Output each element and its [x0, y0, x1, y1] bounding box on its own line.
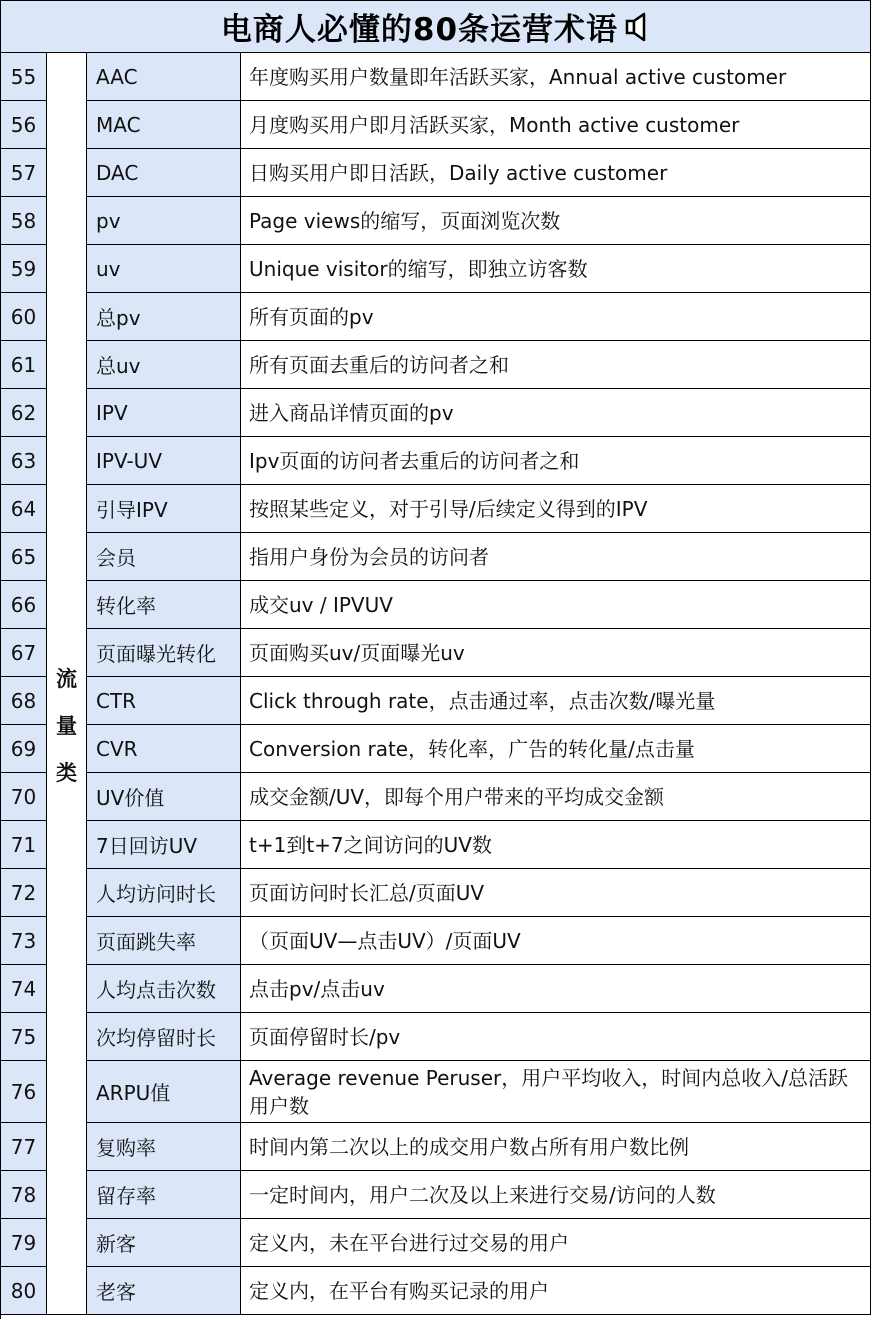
definition-cell: 定义内，未在平台进行过交易的用户 — [241, 1219, 871, 1267]
definition-cell: 所有页面去重后的访问者之和 — [241, 341, 871, 389]
row-number: 73 — [1, 917, 47, 965]
term-cell: 留存率 — [87, 1171, 241, 1219]
row-number: 69 — [1, 725, 47, 773]
definition-cell: 时间内第二次以上的成交用户数占所有用户数比例 — [241, 1123, 871, 1171]
term-cell: CVR — [87, 725, 241, 773]
row-number: 61 — [1, 341, 47, 389]
term-cell: 人均点击次数 — [87, 965, 241, 1013]
definition-cell: 所有页面的pv — [241, 293, 871, 341]
definition-cell: Conversion rate，转化率，广告的转化量/点击量 — [241, 725, 871, 773]
row-number: 56 — [1, 101, 47, 149]
row-number: 60 — [1, 293, 47, 341]
term-cell: 人均访问时长 — [87, 869, 241, 917]
term-cell: CTR — [87, 677, 241, 725]
definition-cell: 按照某些定义，对于引导/后续定义得到的IPV — [241, 485, 871, 533]
term-cell: 会员 — [87, 533, 241, 581]
term-cell: 总uv — [87, 341, 241, 389]
definition-cell: 年度购买用户数量即年活跃买家，Annual active customer — [241, 53, 871, 101]
category-label: 流量类 — [56, 667, 77, 785]
term-cell: MAC — [87, 101, 241, 149]
term-cell: IPV-UV — [87, 437, 241, 485]
row-number: 79 — [1, 1219, 47, 1267]
row-number: 74 — [1, 965, 47, 1013]
row-number: 64 — [1, 485, 47, 533]
row-number: 67 — [1, 629, 47, 677]
row-number: 72 — [1, 869, 47, 917]
row-number: 57 — [1, 149, 47, 197]
term-cell: DAC — [87, 149, 241, 197]
definition-cell: Unique visitor的缩写，即独立访客数 — [241, 245, 871, 293]
definition-cell: 页面购买uv/页面曝光uv — [241, 629, 871, 677]
definition-cell: 日购买用户即日活跃，Daily active customer — [241, 149, 871, 197]
definition-cell: 点击pv/点击uv — [241, 965, 871, 1013]
term-cell: 转化率 — [87, 581, 241, 629]
term-cell: 次均停留时长 — [87, 1013, 241, 1061]
term-cell: UV价值 — [87, 773, 241, 821]
term-cell: IPV — [87, 389, 241, 437]
row-number: 63 — [1, 437, 47, 485]
term-cell: 引导IPV — [87, 485, 241, 533]
definition-cell: Ipv页面的访问者去重后的访问者之和 — [241, 437, 871, 485]
row-number: 75 — [1, 1013, 47, 1061]
definition-cell: 指用户身份为会员的访问者 — [241, 533, 871, 581]
definition-cell: t+1到t+7之间访问的UV数 — [241, 821, 871, 869]
row-number: 77 — [1, 1123, 47, 1171]
row-number: 71 — [1, 821, 47, 869]
term-cell: AAC — [87, 53, 241, 101]
term-cell: ARPU值 — [87, 1061, 241, 1123]
row-number: 58 — [1, 197, 47, 245]
definition-cell: （页面UV—点击UV）/页面UV — [241, 917, 871, 965]
term-cell: 新客 — [87, 1219, 241, 1267]
category-cell — [47, 53, 87, 1315]
definition-cell: 成交金额/UV，即每个用户带来的平均成交金额 — [241, 773, 871, 821]
term-cell: 总pv — [87, 293, 241, 341]
row-number: 78 — [1, 1171, 47, 1219]
definition-cell: 月度购买用户即月活跃买家，Month active customer — [241, 101, 871, 149]
speaker-icon — [624, 11, 650, 43]
definition-cell: Page views的缩写，页面浏览次数 — [241, 197, 871, 245]
sheet-title — [1, 1, 871, 53]
term-cell: uv — [87, 245, 241, 293]
definition-cell: 页面停留时长/pv — [241, 1013, 871, 1061]
term-cell: 7日回访UV — [87, 821, 241, 869]
row-number: 70 — [1, 773, 47, 821]
term-cell: pv — [87, 197, 241, 245]
row-number: 76 — [1, 1061, 47, 1123]
definition-cell: 进入商品详情页面的pv — [241, 389, 871, 437]
term-cell: 页面跳失率 — [87, 917, 241, 965]
title-text: 电商人必懂的80条运营术语 — [220, 12, 619, 48]
definition-cell: 一定时间内，用户二次及以上来进行交易/访问的人数 — [241, 1171, 871, 1219]
definition-cell: Click through rate，点击通过率，点击次数/曝光量 — [241, 677, 871, 725]
definition-cell: 成交uv / IPVUV — [241, 581, 871, 629]
term-cell: 页面曝光转化 — [87, 629, 241, 677]
row-number: 68 — [1, 677, 47, 725]
row-number: 80 — [1, 1267, 47, 1315]
term-cell: 老客 — [87, 1267, 241, 1315]
row-number: 59 — [1, 245, 47, 293]
term-cell: 复购率 — [87, 1123, 241, 1171]
definition-cell: 页面访问时长汇总/页面UV — [241, 869, 871, 917]
row-number: 66 — [1, 581, 47, 629]
row-number: 62 — [1, 389, 47, 437]
row-number: 55 — [1, 53, 47, 101]
definition-cell: Average revenue Peruser，用户平均收入，时间内总收入/总活跃用户数 — [241, 1061, 871, 1123]
definition-cell: 定义内，在平台有购买记录的用户 — [241, 1267, 871, 1315]
terms-table — [1, 53, 871, 1315]
row-number: 65 — [1, 533, 47, 581]
